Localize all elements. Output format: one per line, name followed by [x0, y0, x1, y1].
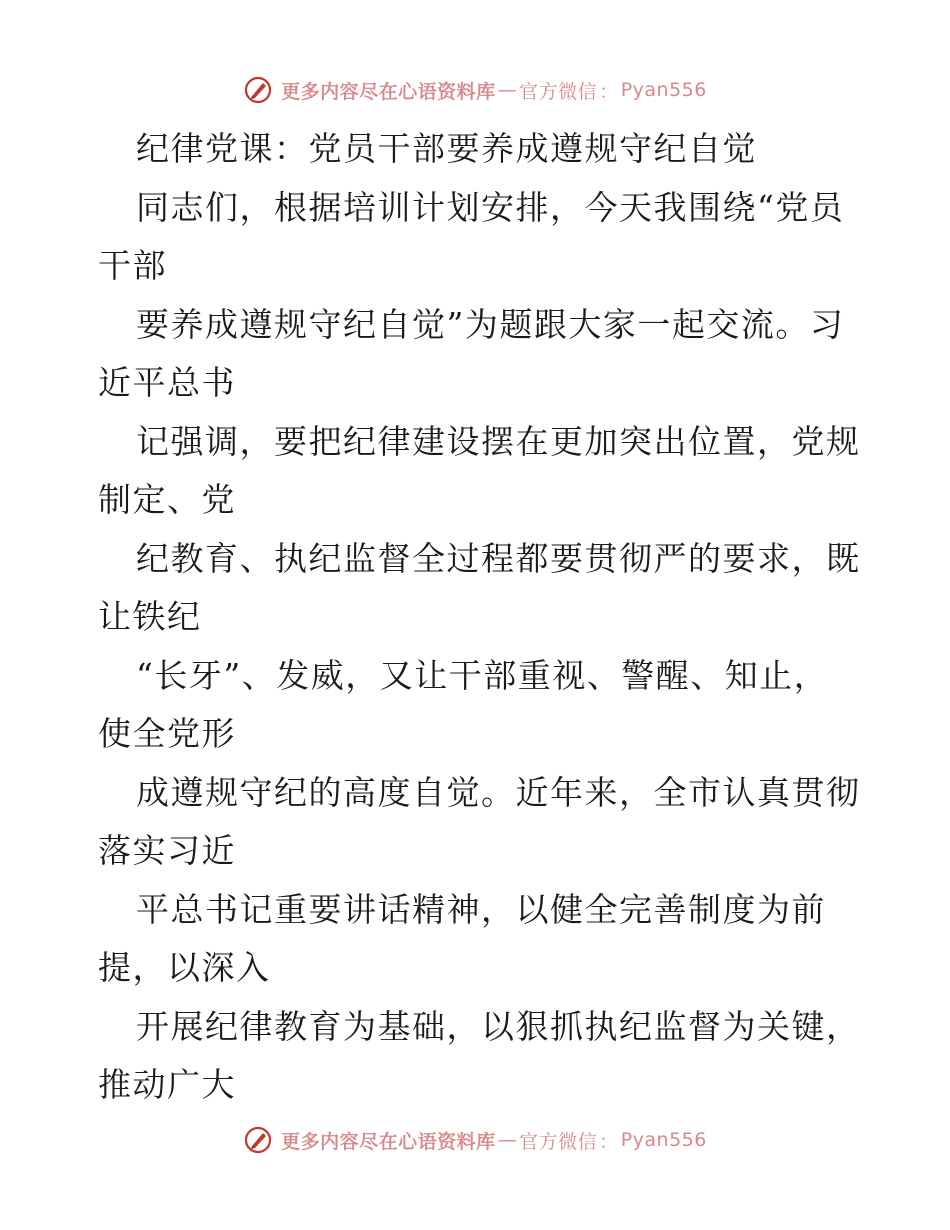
footer-watermark — [0, 1120, 950, 1160]
text-line: 纪律党课：党员干部要养成遵规守纪自觉 — [136, 129, 757, 168]
text-line: 平总书记重要讲话精神，以健全完善制度为前 — [136, 889, 826, 929]
text-line: 成遵规守纪的高度自觉。近年来，全市认真贯彻 — [136, 772, 861, 812]
watermark-site: 更多内容尽在心语资料库 — [281, 1130, 496, 1153]
text-line: 纪教育、执纪监督全过程都要贯彻严的要求，既 — [136, 538, 861, 578]
watermark-separator: ： — [599, 80, 619, 103]
pen-circle-logo-icon — [243, 1125, 273, 1155]
text-line: 推动广大 — [98, 1065, 236, 1104]
text-line: 同志们，根据培训计划安排，今天我围绕“党员 — [136, 187, 845, 227]
watermark-label: 官方微信 — [519, 80, 598, 103]
watermark-label: 官方微信 — [519, 1130, 598, 1153]
watermark-dash: — — [497, 1129, 518, 1151]
watermark-site: 更多内容尽在心语资料库 — [281, 80, 496, 103]
watermark-account: Pyan556 — [620, 79, 707, 101]
watermark-dash: — — [497, 79, 518, 101]
text-line: 近平总书 — [98, 363, 236, 402]
watermark-account: Pyan556 — [620, 1129, 707, 1151]
text-line: 开展纪律教育为基础，以狠抓执纪监督为关键， — [136, 1006, 861, 1046]
text-line: 要养成遵规守纪自觉”为题跟大家一起交流。习 — [136, 304, 845, 344]
watermark-separator: ： — [599, 1130, 619, 1153]
watermark-text — [281, 1127, 707, 1154]
document-body — [98, 120, 861, 1115]
pen-circle-logo-icon — [243, 75, 273, 105]
text-line: 提，以深入 — [98, 948, 271, 987]
text-line: 制定、党 — [98, 480, 236, 519]
text-line: 干部 — [98, 246, 167, 285]
watermark-text — [281, 77, 707, 104]
text-line: 落实习近 — [98, 831, 236, 870]
text-line: 使全党形 — [98, 714, 236, 753]
text-line: 记强调，要把纪律建设摆在更加突出位置，党规 — [136, 421, 861, 461]
text-line: 让铁纪 — [98, 597, 202, 636]
text-line: “长牙”、发威，又让干部重视、警醒、知止， — [136, 655, 829, 695]
header-watermark — [0, 70, 950, 110]
